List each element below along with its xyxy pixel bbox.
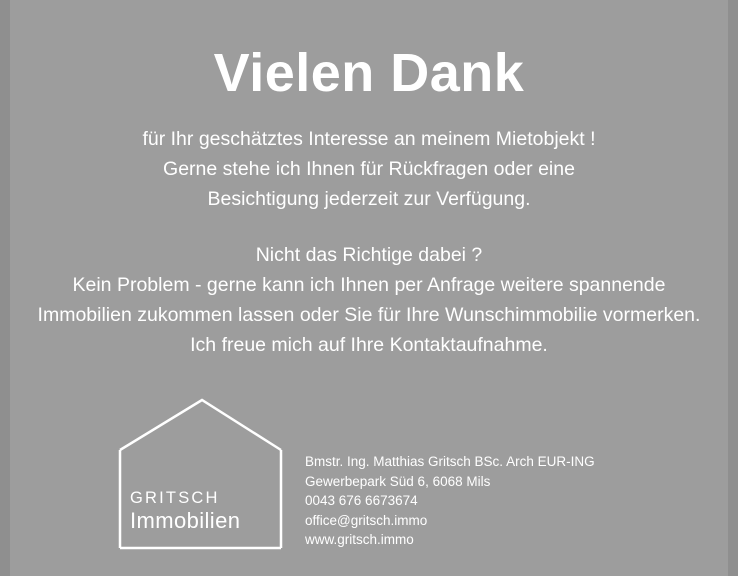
company-logo [118, 398, 283, 550]
logo-wordmark [130, 488, 240, 534]
paragraph-1-line-1: für Ihr geschätztes Interesse an meinem Mietobjekt ! [142, 128, 596, 150]
page-title: Vielen Dank [213, 43, 525, 103]
paragraph-2-line-3: Immobilien zukommen lassen oder Sie für Ihre Wunschimmobilie vormerken. [37, 304, 701, 326]
paragraph-1-line-2: Gerne stehe ich Ihnen für Rückfragen oder eine [163, 158, 575, 180]
paragraph-1-line-3: Besichtigung jederzeit zur Verfügung. [207, 188, 531, 210]
contact-email: office@gritsch.immo [305, 512, 428, 528]
paragraph-2-line-4: Ich freue mich auf Ihre Kontaktaufnahme. [190, 334, 548, 356]
contact-name: Bmstr. Ing. Matthias Gritsch BSc. Arch EUR-ING [305, 454, 595, 469]
contact-phone: 0043 676 6673674 [305, 493, 418, 508]
paragraph-2-line-1: Nicht das Richtige dabei ? [255, 244, 483, 266]
contact-address: Gewerbepark Süd 6, 6068 Mils [305, 473, 491, 489]
logo-line-1: GRITSCH [130, 489, 220, 507]
thankyou-paragraph-1 [0, 124, 738, 214]
contact-website: www.gritsch.immo [305, 532, 414, 547]
thankyou-paragraph-2 [0, 240, 738, 360]
logo-line-2: Immobilien [130, 508, 241, 533]
contact-block [305, 452, 595, 550]
paragraph-2-line-2: Kein Problem - gerne kann ich Ihnen per Anfrage weitere spannende [72, 274, 666, 296]
